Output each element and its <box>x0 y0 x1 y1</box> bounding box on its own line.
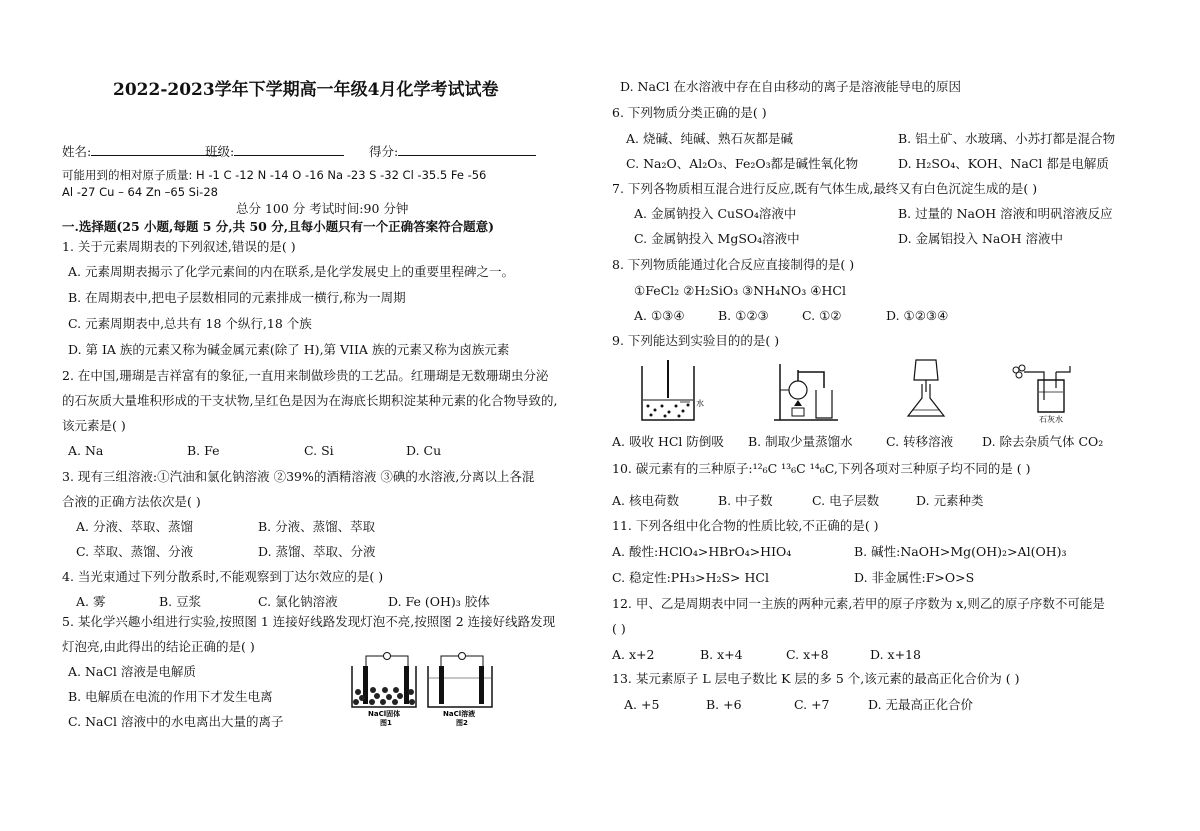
q11-option-d: D. 非金属性:F>O>S <box>854 570 975 585</box>
q9-option-c: C. 转移溶液 <box>886 434 954 449</box>
q3-option-a: A. 分液、萃取、蒸馏 <box>76 519 193 534</box>
question-11: 11. 下列各组中化合物的性质比较,不正确的是( ) <box>612 518 879 533</box>
q2-option-d: D. Cu <box>406 443 442 458</box>
question-8: 8. 下列物质能通过化合反应直接制得的是( ) <box>612 257 855 272</box>
q10-option-a: A. 核电荷数 <box>612 493 679 508</box>
q7-option-b: B. 过量的 NaOH 溶液和明矾溶液反应 <box>898 206 1113 221</box>
q8-option-c: C. ①② <box>802 308 842 323</box>
q2-option-c: C. Si <box>304 443 334 458</box>
q4-option-c: C. 氯化钠溶液 <box>258 594 338 609</box>
name-blank <box>91 143 221 156</box>
class-blank <box>234 143 344 156</box>
q6-option-c: C. Na₂O、Al₂O₃、Fe₂O₃都是碱性氧化物 <box>626 156 859 171</box>
q8-items: ①FeCl₂ ②H₂SiO₃ ③NH₄NO₃ ④HCl <box>634 283 846 298</box>
q3-option-b: B. 分液、蒸馏、萃取 <box>258 519 376 534</box>
question-12-line2: ( ) <box>612 621 626 636</box>
q1-option-d: D. 第 IA 族的元素又称为碱金属元素(除了 H),第 VIIA 族的元素又称为卤族元素 <box>68 342 510 357</box>
question-13: 13. 某元素原子 L 层电子数比 K 层的多 5 个,该元素的最高正化合价为 ( ) <box>612 671 1020 686</box>
q9-apparatus-a <box>638 360 718 424</box>
q6-option-d: D. H₂SO₄、KOH、NaCl 都是电解质 <box>898 156 1109 171</box>
question-9: 9. 下列能达到实验目的的是( ) <box>612 333 780 348</box>
q9-option-d: D. 除去杂质气体 CO₂ <box>982 434 1104 449</box>
q3-option-c: C. 萃取、蒸馏、分液 <box>76 544 194 559</box>
question-2-line2: 的石灰质大量堆积形成的干支状物,呈红色是因为在海底长期积淀某种元素的化合物导致的, <box>62 393 558 408</box>
q9-apparatus-c <box>898 358 958 422</box>
page-title: 2022-2023学年下学期高一年级4月化学考试试卷 <box>113 80 499 100</box>
q7-option-a: A. 金属钠投入 CuSO₄溶液中 <box>634 206 797 221</box>
figure1-caption: 图1 <box>380 719 392 727</box>
q8-option-b: B. ①②③ <box>718 308 769 323</box>
question-2-line1: 2. 在中国,珊瑚是吉祥富有的象征,一直用来制做珍贵的工艺品。红珊瑚是无数珊瑚虫分泌 <box>62 368 549 383</box>
score-field <box>369 143 536 160</box>
q9-option-b: B. 制取少量蒸馏水 <box>748 434 853 449</box>
q8-option-d: D. ①②③④ <box>886 308 949 323</box>
q11-option-b: B. 碱性:NaOH>Mg(OH)₂>Al(OH)₃ <box>854 544 1067 559</box>
q12-option-c: C. x+8 <box>786 647 829 662</box>
q7-option-c: C. 金属钠投入 MgSO₄溶液中 <box>634 231 800 246</box>
class-label: 班级: <box>205 144 235 159</box>
q4-option-b: B. 豆浆 <box>159 594 202 609</box>
q5-option-b: B. 电解质在电流的作用下才发生电离 <box>68 689 273 704</box>
q1-option-b: B. 在周期表中,把电子层数相同的元素排成一横行,称为一周期 <box>68 290 406 305</box>
q4-option-d: D. Fe (OH)₃ 胶体 <box>388 594 490 609</box>
q6-option-a: A. 烧碱、纯碱、熟石灰都是碱 <box>626 131 793 146</box>
q7-option-d: D. 金属铝投入 NaOH 溶液中 <box>898 231 1064 246</box>
q11-option-c: C. 稳定性:PH₃>H₂S> HCl <box>612 570 769 585</box>
question-5-line1: 5. 某化学兴趣小组进行实验,按照图 1 连接好线路发现灯泡不亮,按照图 2 连接好线路发现 <box>62 614 556 629</box>
q9-limewater-label: 石灰水 <box>1039 415 1063 424</box>
question-2-line3: 该元素是( ) <box>62 418 126 433</box>
atomic-masses-line1: 可能用到的相对原子质量: H -1 C -12 N -14 O -16 Na -23 S -32 Cl -35.5 Fe -56 <box>62 168 487 182</box>
exam-total-time: 总分 100 分 考试时间:90 分钟 <box>236 201 409 216</box>
question-10: 10. 碳元素有的三种原子:¹²₆C ¹³₆C ¹⁴₆C,下列各项对三种原子均不同的是 ( ) <box>612 461 1031 476</box>
q1-option-c: C. 元素周期表中,总共有 18 个纵行,18 个族 <box>68 316 312 331</box>
name-label: 姓名: <box>62 144 92 159</box>
score-label: 得分: <box>369 144 399 159</box>
figure1-label: NaCl固体 <box>368 710 401 718</box>
question-5-line2: 灯泡亮,由此得出的结论正确的是( ) <box>62 639 255 654</box>
q13-option-c: C. +7 <box>794 697 830 712</box>
q12-option-d: D. x+18 <box>870 647 921 662</box>
q12-option-b: B. x+4 <box>700 647 743 662</box>
q2-option-a: A. Na <box>68 443 104 458</box>
q13-option-a: A. +5 <box>624 697 660 712</box>
figure2-apparatus <box>428 653 492 708</box>
atomic-masses-line2: Al -27 Cu – 64 Zn –65 Si-28 <box>62 185 218 199</box>
q9-apparatus-d <box>1010 360 1090 424</box>
question-7: 7. 下列各物质相互混合进行反应,既有气体生成,最终又有白色沉淀生成的是( ) <box>612 181 1038 196</box>
score-blank <box>398 143 536 156</box>
q12-option-a: A. x+2 <box>612 647 655 662</box>
figure2-caption: 图2 <box>456 719 468 727</box>
q5-option-c: C. NaCl 溶液中的水电离出大量的离子 <box>68 714 284 729</box>
figure1-apparatus <box>352 653 416 708</box>
question-4: 4. 当光束通过下列分散系时,不能观察到丁达尔效应的是( ) <box>62 569 384 584</box>
q2-option-b: B. Fe <box>187 443 220 458</box>
figure2-label: NaCl溶液 <box>443 710 476 718</box>
conductivity-figures <box>346 652 496 727</box>
question-12-line1: 12. 甲、乙是周期表中同一主族的两种元素,若甲的原子序数为 x,则乙的原子序数不可能是 <box>612 596 1105 611</box>
q10-option-c: C. 电子层数 <box>812 493 880 508</box>
q5-option-d: D. NaCl 在水溶液中存在自由移动的离子是溶液能导电的原因 <box>620 79 961 94</box>
q3-option-d: D. 蒸馏、萃取、分液 <box>258 544 376 559</box>
section-heading: 一.选择题(25 小题,每题 5 分,共 50 分,且每小题只有一个正确答案符合题意) <box>62 219 494 234</box>
q8-option-a: A. ①③④ <box>634 308 685 323</box>
name-field <box>62 143 221 160</box>
q6-option-b: B. 铝土矿、水玻璃、小苏打都是混合物 <box>898 131 1116 146</box>
q1-option-a: A. 元素周期表揭示了化学元素间的内在联系,是化学发展史上的重要里程碑之一。 <box>68 264 514 279</box>
q5-option-a: A. NaCl 溶液是电解质 <box>68 664 196 679</box>
question-3-line1: 3. 现有三组溶液:①汽油和氯化钠溶液 ②39%的酒精溶液 ③碘的水溶液,分离以上各混 <box>62 469 535 484</box>
q4-option-a: A. 雾 <box>76 594 106 609</box>
q10-option-d: D. 元素种类 <box>916 493 984 508</box>
q10-option-b: B. 中子数 <box>718 493 773 508</box>
q9-apparatus-b <box>772 360 842 424</box>
class-field <box>205 143 344 160</box>
q9-water-label: 水 <box>696 399 704 408</box>
q13-option-d: D. 无最高正化合价 <box>868 697 974 712</box>
q13-option-b: B. +6 <box>706 697 742 712</box>
q11-option-a: A. 酸性:HClO₄>HBrO₄>HIO₄ <box>612 544 792 559</box>
question-3-line2: 合液的正确方法依次是( ) <box>62 494 201 509</box>
q9-option-a: A. 吸收 HCl 防倒吸 <box>612 434 724 449</box>
question-6: 6. 下列物质分类正确的是( ) <box>612 105 767 120</box>
question-1: 1. 关于元素周期表的下列叙述,错误的是( ) <box>62 239 296 254</box>
